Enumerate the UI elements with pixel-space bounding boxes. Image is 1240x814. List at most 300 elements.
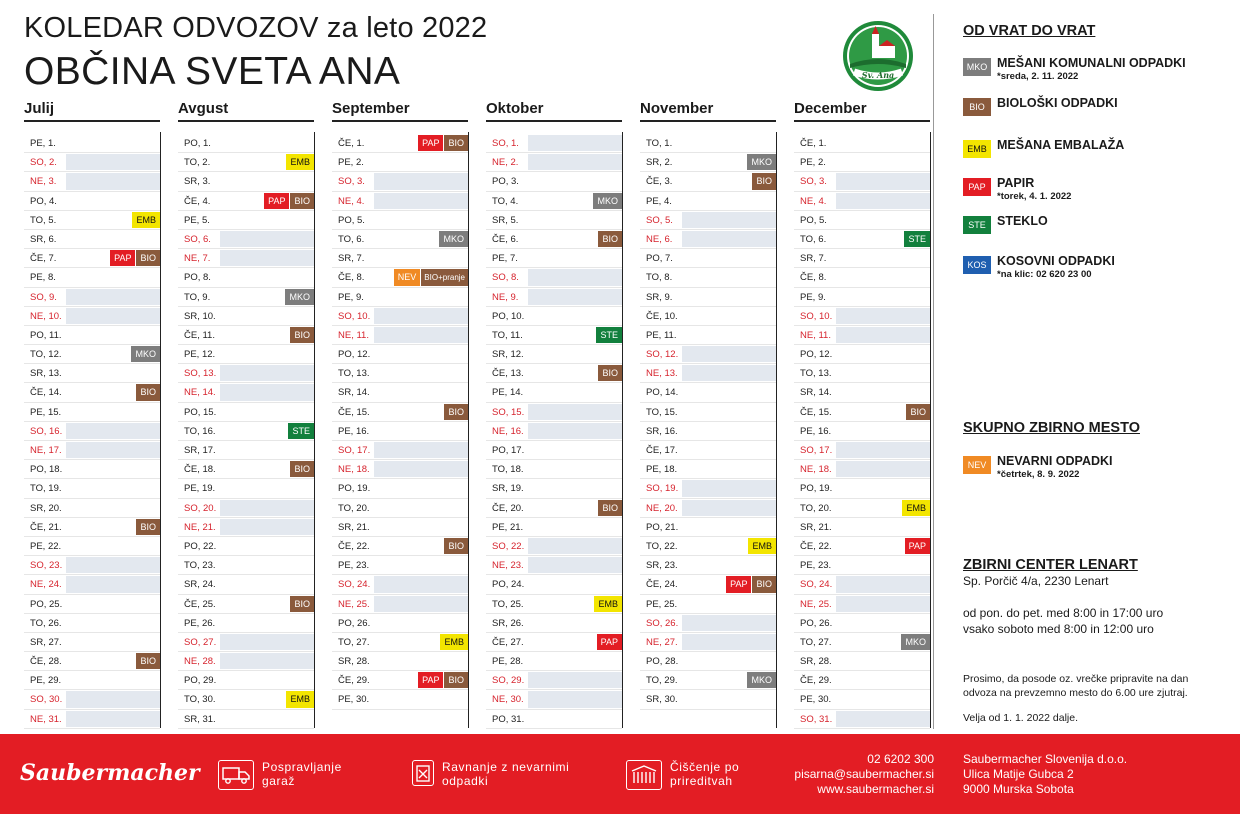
day-cell (220, 346, 314, 362)
day-cell (220, 250, 314, 266)
day-row (178, 307, 314, 326)
emb-badge: EMB (963, 140, 991, 158)
day-cell (66, 557, 160, 573)
day-label: TO, 6. (800, 233, 827, 245)
day-label: NE, 18. (800, 464, 832, 476)
day-label: ČE, 20. (492, 502, 524, 514)
day-row (332, 211, 468, 230)
brand-logo: Saubermacher (20, 760, 200, 786)
day-label: ČE, 15. (800, 406, 832, 418)
day-row (332, 499, 468, 518)
pickup-badges (752, 173, 776, 189)
day-label: NE, 25. (800, 598, 832, 610)
day-label: SO, 30. (30, 694, 63, 706)
day-label: PO, 4. (30, 195, 57, 207)
day-label: ČE, 14. (30, 387, 62, 399)
day-cell (66, 634, 160, 650)
day-row (24, 556, 160, 575)
day-cell (682, 615, 776, 631)
day-cell (836, 250, 930, 266)
day-label: TO, 20. (800, 502, 832, 514)
day-cell (682, 250, 776, 266)
door-to-door-title: OD VRAT DO VRAT (963, 23, 1096, 39)
day-row (640, 690, 776, 709)
day-cell (374, 289, 468, 305)
day-cell (66, 576, 160, 592)
day-label: SR, 24. (184, 579, 216, 591)
day-row (794, 518, 930, 537)
day-cell (682, 519, 776, 535)
day-row (178, 211, 314, 230)
day-cell (66, 500, 160, 516)
day-label: NE, 11. (338, 329, 369, 341)
day-row (332, 652, 468, 671)
day-cell (836, 672, 930, 688)
day-label: NE, 30. (492, 694, 524, 706)
day-label: PO, 29. (184, 675, 217, 687)
day-cell (528, 135, 622, 151)
ste-badge: STE (596, 327, 622, 343)
day-label: SO, 17. (800, 445, 833, 456)
day-cell (836, 442, 930, 458)
pickup-badges (901, 634, 930, 650)
day-label: TO, 27. (338, 636, 370, 648)
day-row (332, 633, 468, 652)
day-row (24, 460, 160, 479)
day-label: PO, 17. (492, 445, 525, 456)
day-cell (836, 212, 930, 228)
day-cell (66, 365, 160, 381)
pickup-badges (288, 423, 314, 439)
bio-badge: BIO (444, 672, 468, 688)
day-label: PO, 1. (184, 138, 211, 149)
month-oktober (486, 98, 622, 729)
day-label: SO, 1. (492, 138, 519, 149)
day-cell (220, 231, 314, 247)
day-cell (682, 289, 776, 305)
day-label: SR, 16. (646, 425, 678, 437)
day-cell (528, 384, 622, 400)
pickup-badges (726, 576, 776, 592)
day-label: ČE, 22. (800, 540, 832, 552)
day-row (640, 575, 776, 594)
day-row (24, 518, 160, 537)
day-label: ČE, 4. (184, 195, 211, 207)
day-cell (682, 423, 776, 439)
day-row (794, 383, 930, 402)
day-label: ČE, 10. (646, 310, 678, 322)
day-row (24, 326, 160, 345)
day-row (24, 364, 160, 383)
ste-badge: STE (963, 216, 991, 234)
month-rule (486, 120, 622, 122)
day-row (640, 230, 776, 249)
day-row (794, 422, 930, 441)
day-label: SO, 19. (646, 483, 679, 495)
legend-item-kos (963, 254, 1233, 278)
day-label: SR, 28. (338, 656, 370, 668)
day-cell (220, 557, 314, 573)
day-label: TO, 29. (646, 675, 678, 687)
day-label: SR, 2. (646, 157, 673, 169)
day-label: PE, 23. (800, 560, 832, 572)
day-row (332, 518, 468, 537)
day-cell (528, 423, 622, 439)
bio-badge: BIO (444, 135, 468, 151)
day-row (486, 211, 622, 230)
day-label: SR, 30. (646, 694, 678, 706)
legend-item-mko (963, 56, 1233, 80)
day-label: PO, 22. (184, 540, 217, 552)
day-cell (66, 711, 160, 727)
day-row (640, 134, 776, 153)
day-label: PO, 12. (800, 349, 833, 361)
day-label: SR, 9. (646, 291, 673, 303)
day-cell (66, 135, 160, 151)
day-cell (220, 365, 314, 381)
day-cell (66, 404, 160, 420)
day-cell (836, 480, 930, 496)
day-label: PE, 2. (338, 157, 364, 169)
nev-badge: NEV (394, 269, 421, 285)
day-row (486, 383, 622, 402)
day-label: SR, 20. (30, 502, 62, 514)
day-cell (682, 135, 776, 151)
day-label: NE, 11. (800, 329, 831, 341)
day-cell (374, 480, 468, 496)
day-row (332, 671, 468, 690)
bio-pranje-badge: BIO+pranje (421, 269, 468, 285)
bio-badge: BIO (290, 193, 314, 209)
day-row (332, 249, 468, 268)
day-row (178, 690, 314, 709)
day-cell (836, 173, 930, 189)
phone: 02 6202 300 (867, 752, 934, 766)
day-label: ČE, 1. (800, 138, 827, 149)
day-row (178, 172, 314, 191)
day-cell (682, 365, 776, 381)
center-address: Sp. Porčič 4/a, 2230 Lenart (963, 574, 1109, 588)
day-row (794, 134, 930, 153)
day-row (486, 499, 622, 518)
bio-badge: BIO (290, 327, 314, 343)
day-cell (528, 538, 622, 554)
day-row (332, 345, 468, 364)
day-row (486, 134, 622, 153)
day-label: TO, 13. (338, 368, 370, 380)
day-row (640, 479, 776, 498)
legend-item-bio (963, 96, 1233, 120)
day-label: PO, 19. (338, 483, 371, 495)
day-row (794, 633, 930, 652)
pickup-badges (418, 672, 468, 688)
legend-item-emb (963, 138, 1233, 162)
day-row (794, 364, 930, 383)
day-label: SR, 10. (184, 310, 216, 322)
day-row (640, 441, 776, 460)
day-row (486, 172, 622, 191)
day-label: TO, 18. (492, 464, 524, 476)
web-link[interactable]: www.saubermacher.si (817, 782, 934, 796)
day-row (178, 614, 314, 633)
day-row (486, 153, 622, 172)
day-row (24, 441, 160, 460)
pickup-badges (597, 634, 622, 650)
pickup-badges (596, 327, 622, 343)
day-label: NE, 21. (184, 521, 216, 533)
day-cell (374, 615, 468, 631)
center-title: ZBIRNI CENTER LENART (963, 557, 1138, 573)
day-cell (682, 346, 776, 362)
day-label: PO, 14. (646, 387, 679, 399)
day-label: PO, 26. (800, 617, 833, 629)
day-row (24, 172, 160, 191)
day-label: TO, 12. (30, 349, 62, 361)
day-label: ČE, 8. (338, 272, 365, 284)
day-cell (836, 384, 930, 400)
day-label: PE, 26. (184, 617, 216, 629)
day-label: NE, 18. (338, 464, 370, 476)
truck-icon (218, 760, 254, 790)
day-row (486, 441, 622, 460)
day-label: ČE, 29. (800, 675, 832, 687)
day-label: SR, 26. (492, 617, 524, 629)
day-label: ČE, 28. (30, 656, 62, 668)
month-divider (468, 132, 469, 728)
day-row (794, 710, 930, 729)
pickup-badges (440, 634, 468, 650)
month-divider (776, 132, 777, 728)
day-label: ČE, 27. (492, 636, 524, 648)
pickup-badges (598, 365, 622, 381)
logo-text: Sv. Ana (861, 70, 895, 80)
day-cell (682, 557, 776, 573)
day-cell (66, 289, 160, 305)
pickup-badges (444, 404, 468, 420)
day-row (24, 211, 160, 230)
day-label: TO, 30. (184, 694, 216, 706)
day-cell (528, 269, 622, 285)
day-cell (66, 193, 160, 209)
legend-note: *sreda, 2. 11. 2022 (997, 71, 1079, 82)
day-cell (528, 461, 622, 477)
day-row (24, 537, 160, 556)
day-label: TO, 4. (492, 195, 519, 207)
pickup-badges (286, 691, 314, 707)
day-row (178, 134, 314, 153)
day-label: PO, 25. (30, 598, 63, 610)
day-label: SR, 31. (184, 713, 216, 725)
bio-badge: BIO (290, 596, 314, 612)
title-line2: OBČINA SVETA ANA (24, 50, 401, 93)
day-row (332, 134, 468, 153)
day-row (332, 383, 468, 402)
day-row (486, 268, 622, 287)
legend-item-pap (963, 176, 1233, 200)
day-label: NE, 17. (30, 445, 62, 456)
day-cell (66, 231, 160, 247)
day-label: SR, 21. (800, 521, 832, 533)
nev-badge: NEV (963, 456, 991, 474)
service-hazardous (412, 760, 572, 788)
day-cell (836, 269, 930, 285)
pickup-badges (264, 193, 314, 209)
service-garage (218, 760, 372, 790)
day-cell (836, 691, 930, 707)
day-label: SO, 22. (492, 540, 525, 552)
day-label: SR, 6. (30, 233, 57, 245)
day-row (640, 422, 776, 441)
bio-badge: BIO (598, 231, 622, 247)
day-row (178, 249, 314, 268)
day-row (178, 153, 314, 172)
day-row (794, 595, 930, 614)
service-text: Čiščenje po prireditvah (670, 760, 740, 788)
pap-badge: PAP (264, 193, 289, 209)
day-cell (528, 653, 622, 669)
day-row (486, 288, 622, 307)
day-row (794, 652, 930, 671)
day-label: ČE, 22. (338, 540, 370, 552)
day-row (178, 288, 314, 307)
day-cell (836, 653, 930, 669)
service-text: Ravnanje z nevarnimi odpadki (442, 760, 570, 788)
day-cell (220, 672, 314, 688)
day-row (178, 575, 314, 594)
day-row (794, 230, 930, 249)
day-label: PE, 4. (646, 195, 672, 207)
bio-badge: BIO (598, 500, 622, 516)
day-row (24, 307, 160, 326)
day-label: PE, 9. (338, 291, 364, 303)
day-row (178, 364, 314, 383)
day-cell (836, 193, 930, 209)
pickup-badges (418, 135, 468, 151)
day-row (24, 499, 160, 518)
pickup-badges (110, 250, 160, 266)
day-row (178, 479, 314, 498)
day-row (24, 403, 160, 422)
event-icon (626, 760, 662, 790)
month-divider (314, 132, 315, 728)
day-row (24, 633, 160, 652)
day-row (486, 326, 622, 345)
day-cell (528, 154, 622, 170)
month-julij (24, 98, 160, 729)
day-row (640, 288, 776, 307)
day-label: PE, 22. (30, 540, 62, 552)
day-cell (528, 442, 622, 458)
day-row (794, 249, 930, 268)
day-row (332, 307, 468, 326)
day-row (486, 230, 622, 249)
day-cell (66, 269, 160, 285)
day-label: PE, 16. (338, 425, 370, 437)
day-cell (66, 327, 160, 343)
day-label: NE, 14. (184, 387, 216, 399)
legend-name: MEŠANI KOMUNALNI ODPADKI (997, 56, 1186, 70)
day-cell (682, 212, 776, 228)
day-row (24, 595, 160, 614)
day-cell (374, 365, 468, 381)
pickup-badges (394, 269, 468, 285)
day-label: TO, 9. (184, 291, 211, 303)
day-row (178, 671, 314, 690)
day-label: NE, 23. (492, 560, 524, 572)
day-cell (374, 308, 468, 324)
day-label: SO, 31. (800, 713, 833, 725)
day-cell (374, 596, 468, 612)
day-row (486, 479, 622, 498)
day-row (178, 326, 314, 345)
day-row (640, 211, 776, 230)
day-label: PE, 14. (492, 387, 524, 399)
legend-item-ste (963, 214, 1233, 238)
day-cell (66, 480, 160, 496)
pap-badge: PAP (418, 672, 443, 688)
day-row (24, 134, 160, 153)
day-label: PE, 28. (492, 656, 524, 668)
day-label: NE, 13. (646, 368, 678, 380)
day-label: PE, 7. (492, 253, 518, 265)
day-row (640, 595, 776, 614)
day-label: SO, 2. (30, 157, 57, 169)
day-row (794, 192, 930, 211)
day-cell (374, 173, 468, 189)
day-row (794, 575, 930, 594)
day-cell (836, 308, 930, 324)
pickup-badges (285, 289, 314, 305)
day-label: NE, 10. (30, 310, 62, 322)
day-row (486, 537, 622, 556)
day-row (24, 690, 160, 709)
day-cell (66, 691, 160, 707)
day-row (486, 422, 622, 441)
day-label: TO, 19. (30, 483, 62, 495)
day-row (24, 192, 160, 211)
day-cell (528, 212, 622, 228)
day-label: NE, 4. (800, 195, 827, 207)
day-label: NE, 20. (646, 502, 678, 514)
day-cell (528, 250, 622, 266)
day-row (332, 153, 468, 172)
day-row (332, 595, 468, 614)
day-label: SO, 27. (184, 636, 217, 648)
day-label: ČE, 17. (646, 445, 678, 456)
day-row (486, 403, 622, 422)
municipality-logo (842, 20, 914, 92)
day-label: ČE, 6. (492, 233, 519, 245)
email-link[interactable]: pisarna@saubermacher.si (794, 767, 934, 781)
day-row (794, 441, 930, 460)
day-row (640, 383, 776, 402)
day-cell (528, 672, 622, 688)
day-row (332, 575, 468, 594)
day-row (332, 268, 468, 287)
bio-badge: BIO (136, 250, 160, 266)
day-label: NE, 2. (492, 157, 519, 169)
day-cell (66, 173, 160, 189)
day-label: SO, 3. (338, 176, 365, 188)
pickup-badges (904, 231, 930, 247)
day-label: PE, 29. (30, 675, 62, 687)
day-label: PO, 8. (184, 272, 211, 284)
pickup-badges (905, 538, 930, 554)
day-label: PO, 21. (646, 521, 679, 533)
day-cell (66, 154, 160, 170)
day-cell (220, 480, 314, 496)
day-row (794, 556, 930, 575)
